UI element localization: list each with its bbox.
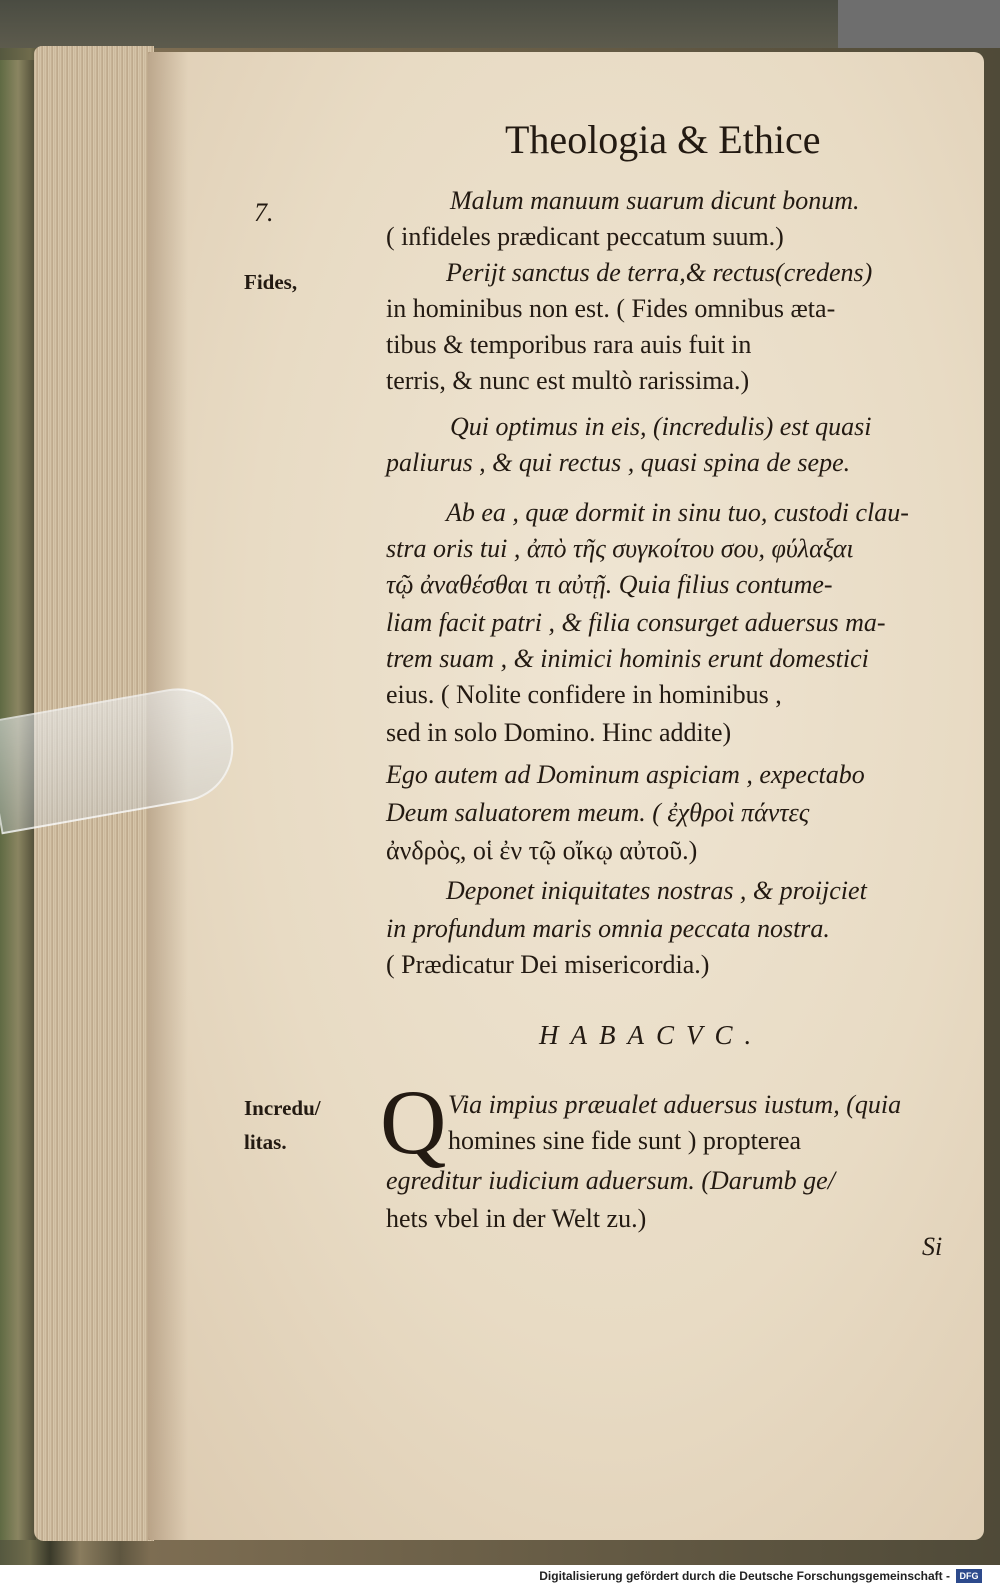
text-line: Ego autem ad Dominum aspiciam , expectabo <box>386 760 865 789</box>
footer-credit: Digitalisierung gefördert durch die Deutsche Forschungsgemeinschaft - <box>539 1569 950 1583</box>
text-line: Deponet iniquitates nostras , & proijciet <box>446 876 867 905</box>
text-line: Perijt sanctus de terra,& rectus(credens) <box>446 258 873 287</box>
text-line: terris, & nunc est multò rarissima.) <box>386 366 750 395</box>
text-line: stra oris tui , ἀπὸ τῆς συγκοίτου σου, φύλαξαι <box>386 534 854 563</box>
text-line: eius. ( Nolite confidere in hominibus , <box>386 680 782 709</box>
text-line: egreditur iudicium aduersum. (Darumb ge/ <box>386 1166 835 1195</box>
text-line: Qui optimus in eis, (incredulis) est quasi <box>450 412 872 441</box>
text-line: homines sine fide sunt ) propterea <box>448 1126 802 1155</box>
footer-bar <box>0 1565 1000 1587</box>
text-line: ἀνδρὸς, οἱ ἐν τῷ οἴκῳ αὐτοῦ.) <box>386 836 698 865</box>
text-line: Deum saluatorem meum. ( ἐχθροὶ πάντες <box>386 798 810 827</box>
text-line: trem suam , & inimici hominis erunt domestici <box>386 644 869 673</box>
catchword: Si <box>922 1232 943 1261</box>
drop-cap: Q <box>380 1071 447 1173</box>
text-line: hets vbel in der Welt zu.) <box>386 1204 647 1233</box>
text-line: tibus & temporibus rara auis fuit in <box>386 330 752 359</box>
text-line: sed in solo Domino. Hinc addite) <box>386 718 732 747</box>
text-line: liam facit patri , & filia consurget aduersus ma- <box>386 608 886 637</box>
text-line: τῷ ἀναθέσθαι τι αὐτῇ. Quia filius contume- <box>386 570 833 599</box>
text-line: Malum manuum suarum dicunt bonum. <box>450 186 860 215</box>
page-number: 7. <box>254 198 274 227</box>
text-line: ( infideles prædicant peccatum suum.) <box>386 222 784 251</box>
text-line: Via impius præualet aduersus iustum, (quia <box>448 1090 902 1119</box>
text-line: in hominibus non est. ( Fides omnibus æta- <box>386 294 836 323</box>
dfg-logo: DFG <box>956 1569 982 1583</box>
text-line: in profundum maris omnia peccata nostra. <box>386 914 830 943</box>
text-line: ( Prædicatur Dei misericordia.) <box>386 950 710 979</box>
section-heading: HABACVC. <box>539 1020 764 1050</box>
binding-strip <box>838 0 1000 48</box>
margin-note-incredu: Incredu/ <box>244 1096 321 1120</box>
margin-note-litas: litas. <box>244 1130 287 1154</box>
text-line: paliurus , & qui rectus , quasi spina de sepe. <box>386 448 851 477</box>
margin-note-fides: Fides, <box>244 270 298 294</box>
text-line: Ab ea , quæ dormit in sinu tuo, custodi clau- <box>446 498 909 527</box>
page-title: Theologia & Ethice <box>505 117 821 162</box>
